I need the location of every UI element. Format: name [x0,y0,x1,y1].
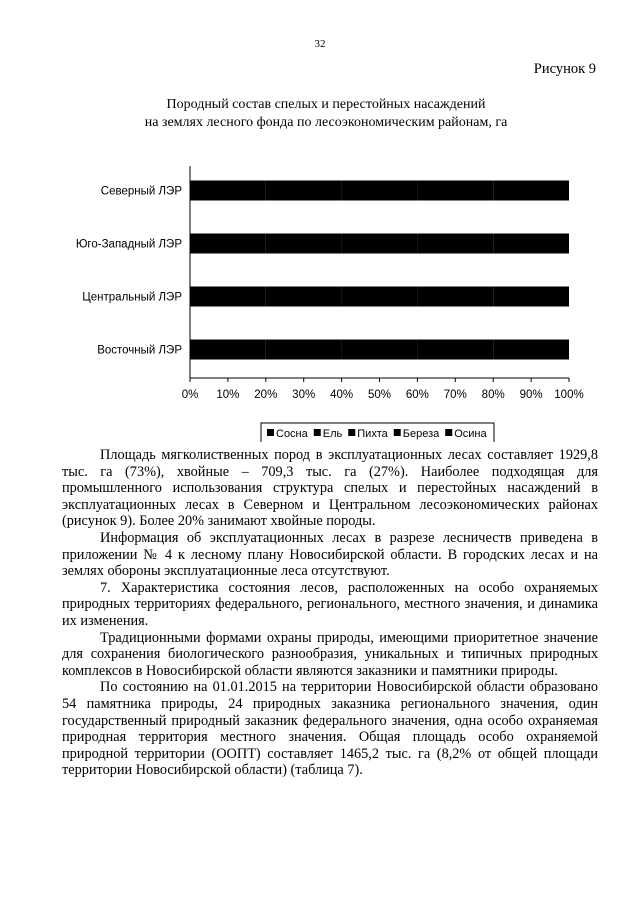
chart-title-line-1: Породный состав спелых и перестойных насаждений [166,97,486,112]
legend-swatch [348,429,355,436]
bar-segment [493,181,569,201]
category-label: Восточный ЛЭР [97,344,182,357]
x-tick-label: 10% [216,389,240,401]
chart-title-line-2: на землях лесного фонда по лесоэкономическим районам, га [144,115,508,130]
paragraph-2: Информация об эксплуатационных лесах в разрезе лесничеств приведена в приложении № 4 к лесному плану Новосибирской области. В городских лесах и на землях обороны эксплуатационные леса отсутствуют. [62,529,598,580]
bar-segment [417,340,493,360]
bar-segment [266,234,342,254]
bar-segment [342,234,418,254]
x-tick-label: 20% [254,389,278,401]
x-tick-label: 70% [443,389,467,401]
bar-segment [190,287,266,307]
paragraph-5: По состоянию на 01.01.2015 на территории Новосибирской области образовано 54 памятника природы, 24 природных заказника регионального значения, один государственный природный заказник федерального значения, одна особо охраняемая природная территория местного значения. Общая площадь особо охраняемой природной территории (ООПТ) составляет 1465,2 тыс. га (8,2% от общей площади территории Новосибирской области) (таблица 7). [62,679,598,779]
x-tick-label: 0% [181,389,199,401]
bar-segment [342,340,418,360]
body-text [62,447,598,779]
legend-label: Сосна [276,428,308,440]
category-label: Юго-Западный ЛЭР [75,238,182,251]
legend-swatch [445,429,452,436]
paragraph-3: 7. Характеристика состояния лесов, расположенных на особо охраняемых природных территориях федерального, регионального, местного значения, и динамика их изменения. [62,579,598,629]
chart-title [0,96,640,132]
bar-chart [40,160,600,442]
x-tick-label: 40% [330,389,354,401]
x-tick-label: 90% [519,389,543,401]
bar-segment [493,340,569,360]
x-tick-label: 80% [481,389,505,401]
bar-segment [417,181,493,201]
paragraph-1: Площадь мягколиственных пород в эксплуатационных лесах составляет 1929,8 тыс. га (73%), хвойные – 709,3 тыс. га (27%). Наиболее подходящая для промышленного использования структура спелых и перестойных насаждений в эксплуатационных лесах в Северном и Центральном лесоэкономических районах (рисунок 9). Более 20% занимают хвойные породы. [62,447,598,530]
bar-segment [190,340,266,360]
bar-segment [190,234,266,254]
category-label: Северный ЛЭР [100,185,182,198]
page-number: 32 [314,38,326,50]
bar-segment [342,287,418,307]
figure-label: Рисунок 9 [533,61,596,77]
x-tick-label: 30% [292,389,316,401]
legend-label: Ель [322,428,343,440]
bar-segment [266,287,342,307]
bar-segment [417,234,493,254]
chart-plot-area [76,166,584,442]
bar-segment [342,181,418,201]
legend-swatch [267,429,274,436]
legend-swatch [314,429,321,436]
x-tick-label: 50% [367,389,392,401]
bar-segment [190,181,266,201]
x-tick-label: 60% [405,389,429,401]
bar-segment [493,287,569,307]
paragraph-4: Традиционными формами охраны природы, имеющими приоритетное значение для сохранения биологического разнообразия, уникальных и типичных природных комплексов в Новосибирской области являются заказники и памятники природы. [62,629,598,679]
legend-label: Береза [402,428,440,440]
bar-segment [266,181,342,201]
bar-segment [417,287,493,307]
legend-label: Пихта [357,428,388,440]
legend-label: Осина [454,428,487,440]
legend-swatch [394,429,401,436]
bar-segment [266,340,342,360]
bar-segment [493,234,569,254]
x-tick-label: 100% [554,389,584,401]
category-label: Центральный ЛЭР [82,291,182,304]
